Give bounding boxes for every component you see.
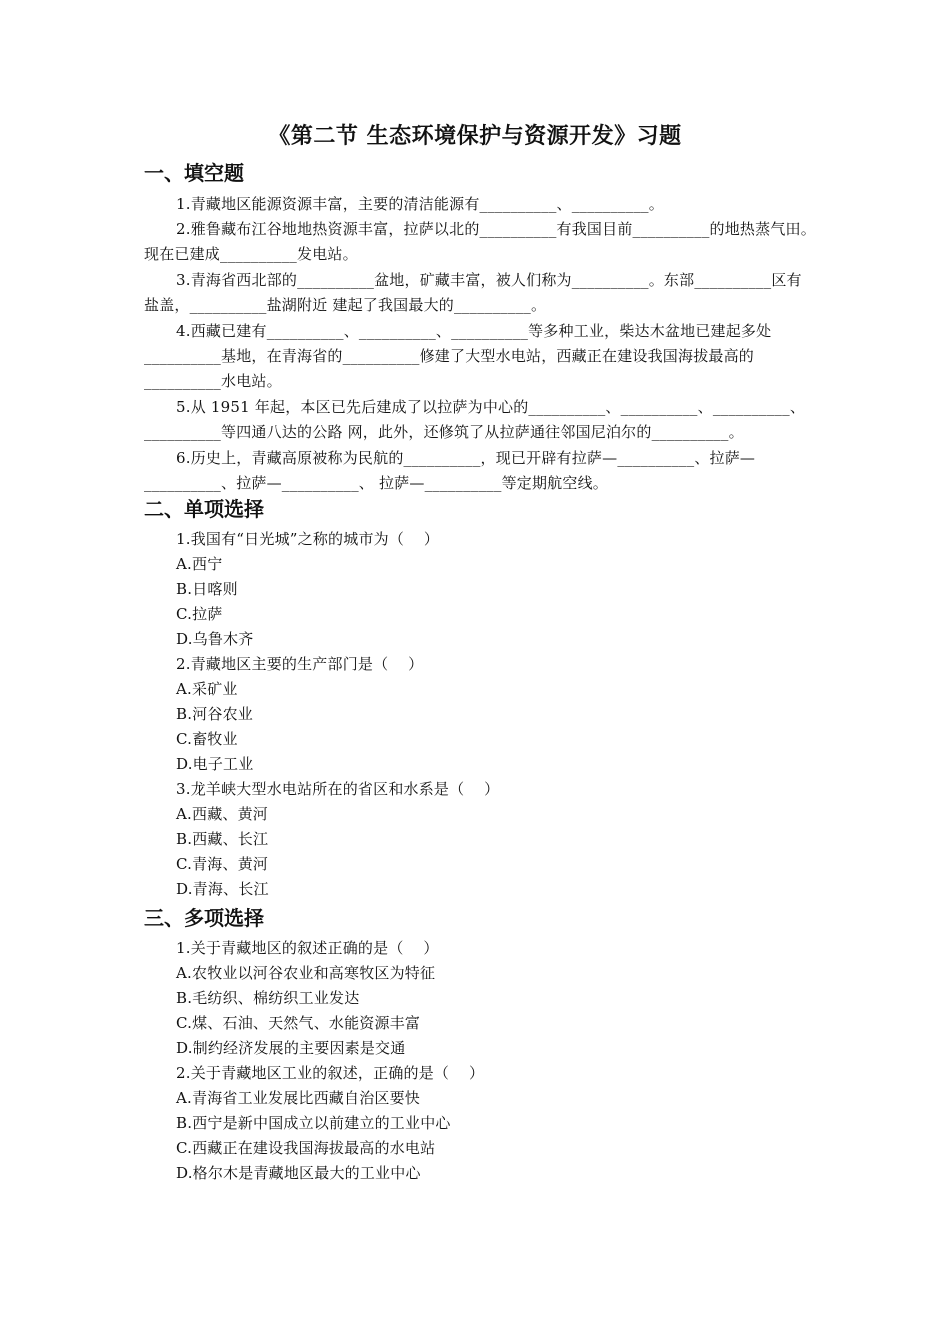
single-choice-line: C.拉萨 — [176, 605, 223, 623]
multiple-choice-line: 2.关于青藏地区工业的叙述，正确的是（ ） — [176, 1064, 485, 1082]
multiple-choice-line: C.煤、石油、天然气、水能资源丰富 — [176, 1014, 421, 1032]
fill-blank-question-6: 6.历史上，青藏高原被称为民航的__________，现已开辟有拉萨—__________、拉萨—__________、拉萨—__________、 拉萨—__________等定期航空线。 — [144, 449, 756, 493]
fill-blank-question-4: 4.西藏已建有__________、__________、__________等多种工业，柴达木盆地已建起多处__________基地，在青海省的__________修建了大型水电站，西藏正在建设我国海拔最高的__________水电站。 — [144, 322, 772, 391]
fill-blank-question-2: 2.雅鲁藏布江谷地地热资源丰富，拉萨以北的__________有我国目前__________的地热蒸气田。现在已建成__________发电站。 — [144, 220, 816, 264]
fill-blank-question-3: 3.青海省西北部的__________盆地，矿藏丰富，被人们称为__________。东部__________区有盐盖，__________盐湖附近 建起了我国最大的__________。 — [144, 271, 802, 315]
single-choice-line: D.电子工业 — [176, 755, 254, 773]
single-choice-line: B.西藏、长江 — [176, 830, 269, 848]
single-choice-line: B.河谷农业 — [176, 705, 253, 723]
section-heading-single-choice: 二、单项选择 — [144, 497, 264, 521]
multiple-choice-line: C.西藏正在建设我国海拔最高的水电站 — [176, 1139, 436, 1157]
single-choice-line: 3.龙羊峡大型水电站所在的省区和水系是（ ） — [176, 780, 500, 798]
single-choice-line: A.西藏、黄河 — [176, 805, 269, 823]
single-choice-line: A.西宁 — [176, 555, 223, 573]
single-choice-line: C.青海、黄河 — [176, 855, 269, 873]
multiple-choice-line: B.毛纺织、棉纺织工业发达 — [176, 989, 360, 1007]
multiple-choice-line: A.青海省工业发展比西藏自治区要快 — [176, 1089, 421, 1107]
single-choice-line: D.青海、长江 — [176, 880, 269, 898]
multiple-choice-line: A.农牧业以河谷农业和高寒牧区为特征 — [176, 964, 436, 982]
single-choice-line: 1.我国有“日光城”之称的城市为（ ） — [176, 530, 440, 548]
single-choice-line: C.畜牧业 — [176, 730, 238, 748]
single-choice-line: A.采矿业 — [176, 680, 238, 698]
multiple-choice-line: B.西宁是新中国成立以前建立的工业中心 — [176, 1114, 451, 1132]
single-choice-line: 2.青藏地区主要的生产部门是（ ） — [176, 655, 424, 673]
single-choice-line: D.乌鲁木齐 — [176, 630, 254, 648]
page-title: 《第二节 生态环境保护与资源开发》习题 — [268, 124, 682, 149]
fill-blank-question-5: 5.从 1951 年起，本区已先后建成了以拉萨为中心的__________、__________、__________、__________等四通八达的公路 网，此外，还修筑了从拉萨通往邻国尼泊尔的__________。 — [144, 398, 806, 442]
fill-blank-question-1: 1.青藏地区能源资源丰富，主要的清洁能源有__________、__________。 — [176, 195, 664, 213]
multiple-choice-line: D.格尔木是青藏地区最大的工业中心 — [176, 1164, 421, 1182]
multiple-choice-line: D.制约经济发展的主要因素是交通 — [176, 1039, 406, 1057]
multiple-choice-line: 1.关于青藏地区的叙述正确的是（ ） — [176, 939, 439, 957]
single-choice-line: B.日喀则 — [176, 580, 238, 598]
section-heading-multiple-choice: 三、多项选择 — [144, 906, 264, 930]
section-heading-fill-blank: 一、填空题 — [144, 161, 244, 185]
